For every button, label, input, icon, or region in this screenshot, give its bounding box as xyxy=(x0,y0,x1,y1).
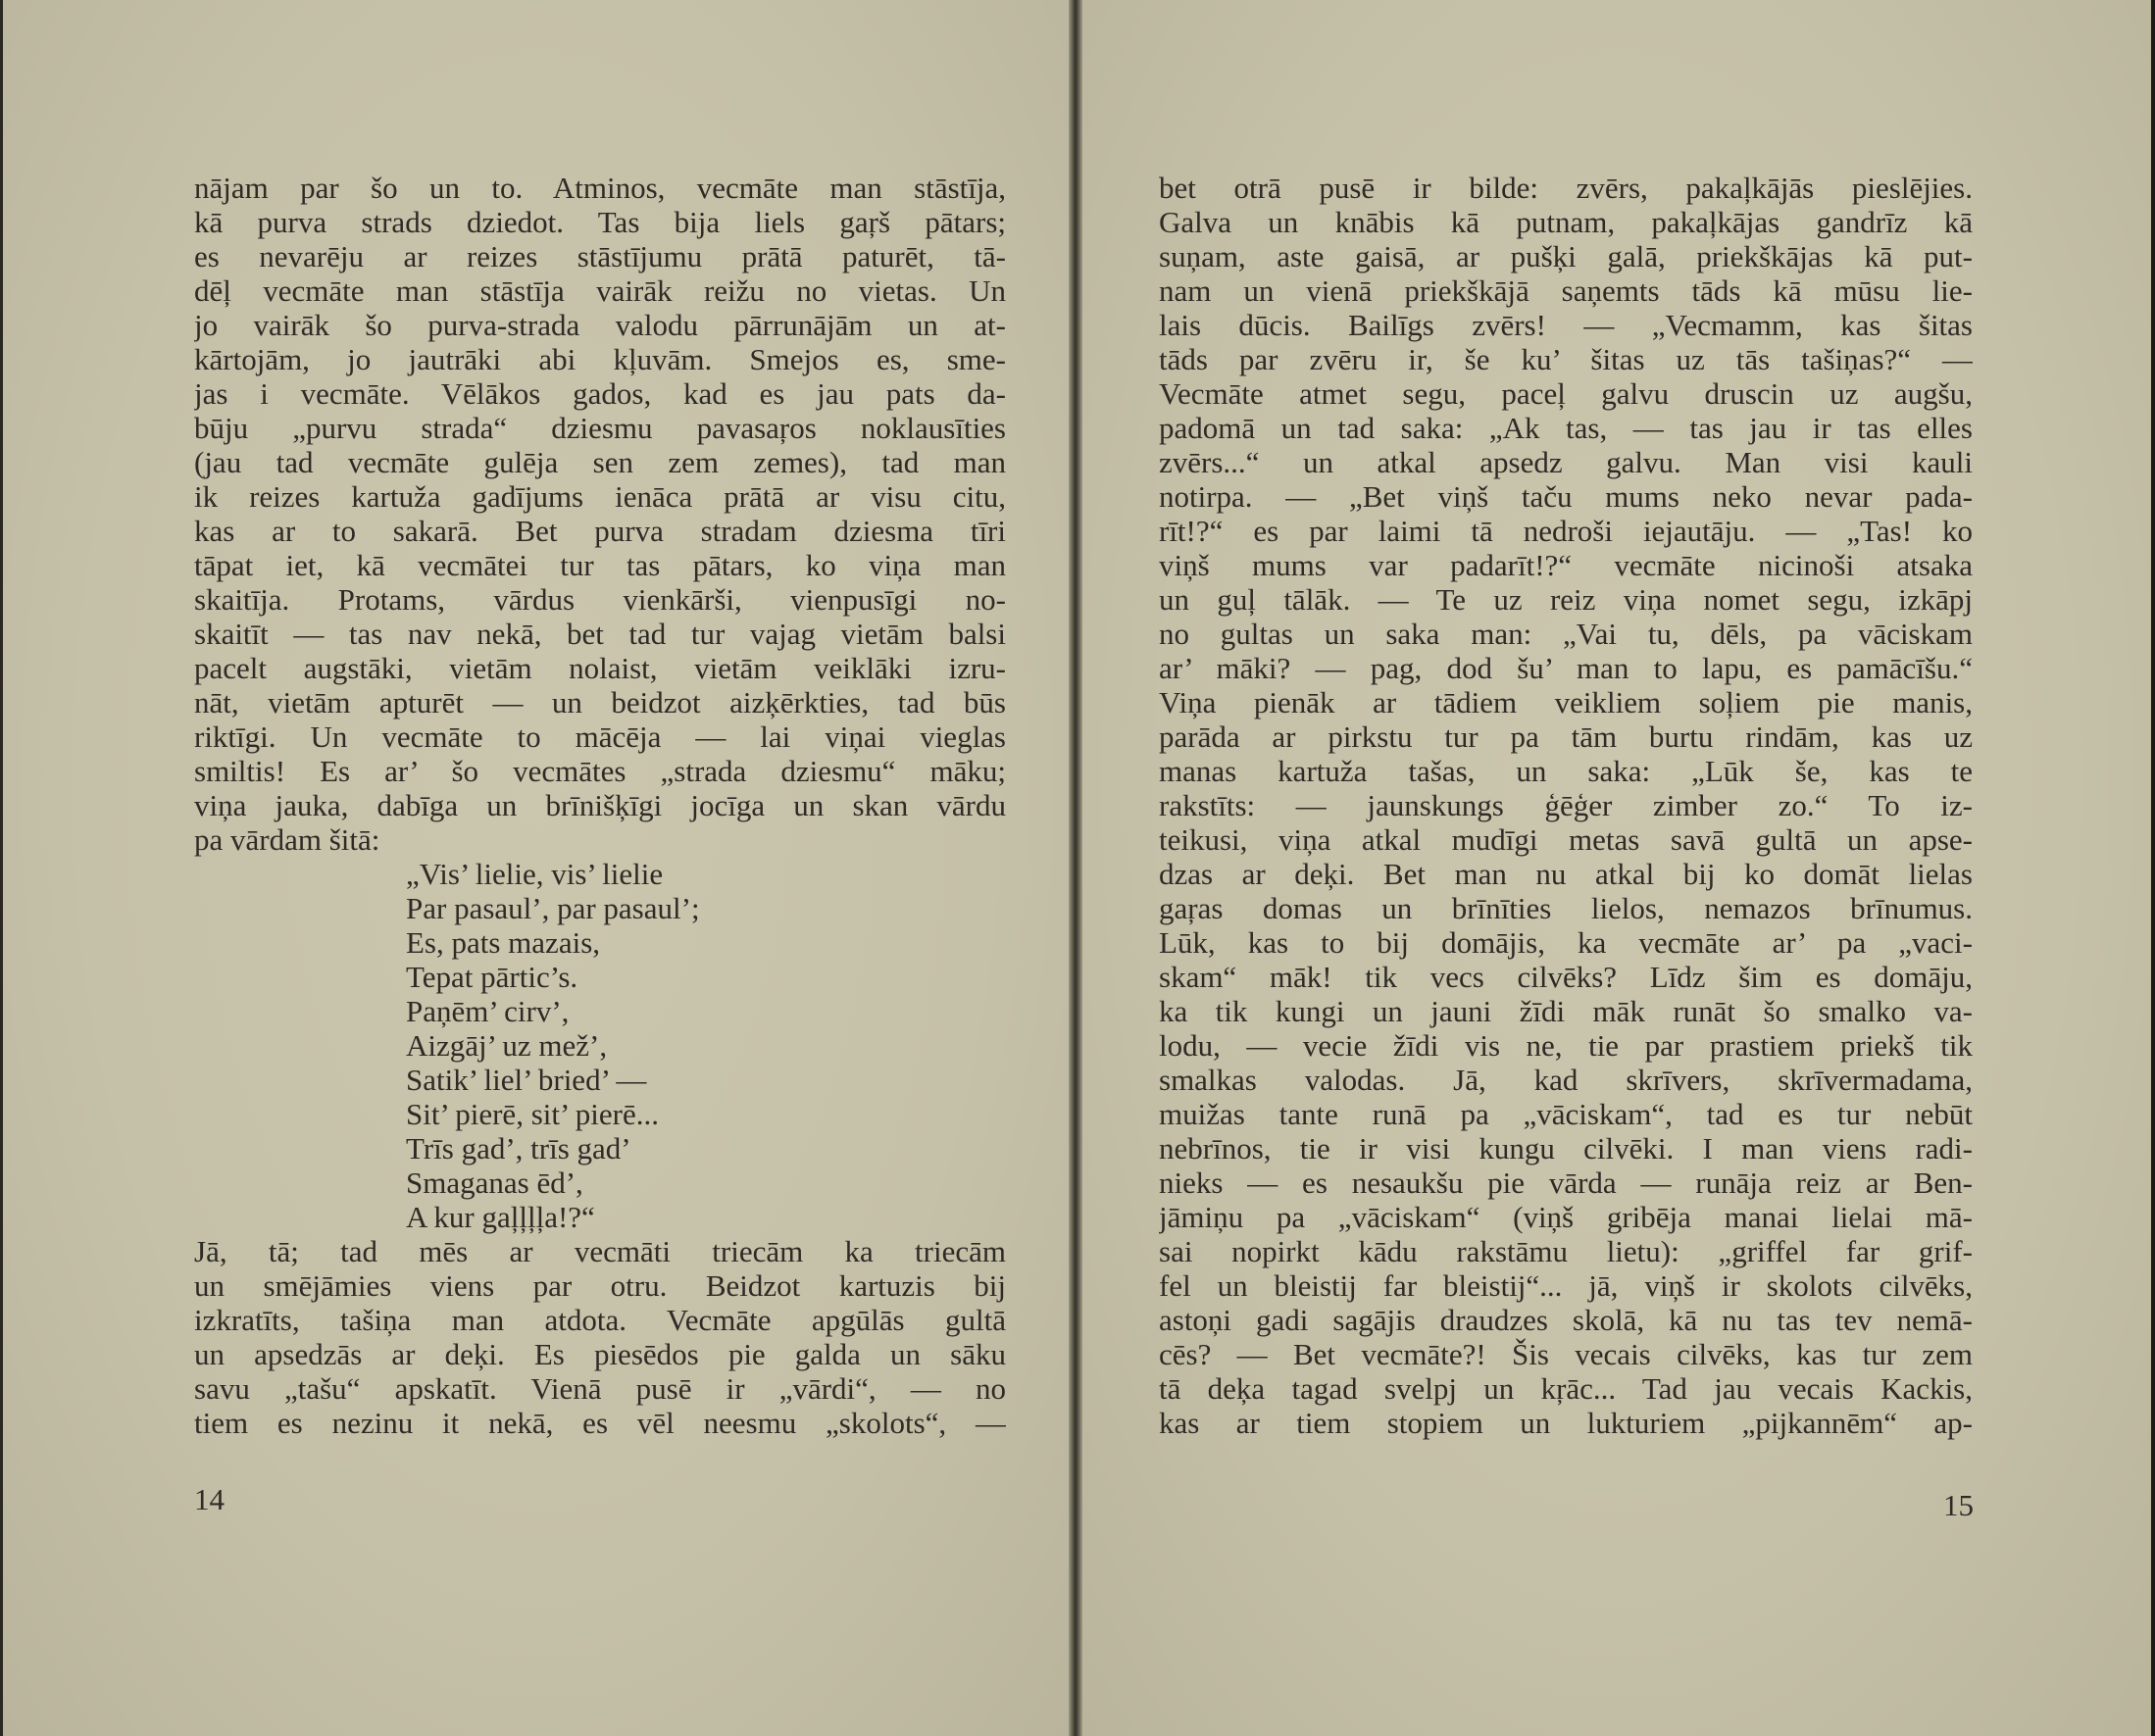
text-line: kārtojām, jo jautrāki abi kļuvām. Smejos es, sme- xyxy=(194,342,1006,376)
text-line: Galva un knābis kā putnam, pakaļkājas gandrīz kā xyxy=(1159,205,1973,239)
text-line: savu „tašu“ apskatīt. Vienā pusē ir „vārdi“, — no xyxy=(194,1371,1006,1406)
text-line: tāds par zvēru ir, še ku’ šitas uz tās tašiņas?“ — xyxy=(1159,342,1973,376)
verse-line: Sit’ pierē, sit’ pierē... xyxy=(406,1097,659,1131)
text-line: nāt, vietām apturēt — un beidzot aizķērkties, tad būs xyxy=(194,685,1006,719)
text-line: ar’ māki? — pag, dod šu’ man to lapu, es pamācīšu.“ xyxy=(1159,651,1973,685)
book-gutter xyxy=(1069,0,1082,1736)
verse-line: Par pasaul’, par pasaul’; xyxy=(406,891,700,925)
text-line: tā deķa tagad svelpj un kŗāc... Tad jau vecais Kackis, xyxy=(1159,1371,1973,1406)
text-line: smiltis! Es ar’ šo vecmātes „strada dziesmu“ māku; xyxy=(194,754,1006,788)
text-line: lais dūcis. Bailīgs zvērs! — „Vecmamm, kas šitas xyxy=(1159,308,1973,342)
text-line: rīt!?“ es par laimi tā nedroši iejautāju. — „Tas! ko xyxy=(1159,514,1973,548)
text-line: no gultas un saka man: „Vai tu, dēls, pa vāciskam xyxy=(1159,617,1973,651)
right-page xyxy=(1080,0,2155,1736)
text-line: skaitīt — tas nav nekā, bet tad tur vajag vietām balsi xyxy=(194,617,1006,651)
text-line: cēs? — Bet vecmāte?! Šis vecais cilvēks, kas tur zem xyxy=(1159,1337,1973,1371)
page-number-right: 15 xyxy=(1943,1488,1974,1522)
text-line: jāmiņu pa „vāciskam“ (viņš gribēja manai lielai mā- xyxy=(1159,1200,1973,1234)
text-line: nebrīnos, tie ir visi kungu cilvēki. I man viens radi- xyxy=(1159,1131,1973,1166)
verse-line: Es, pats mazais, xyxy=(406,925,601,960)
text-line: viņš mums var padarīt!?“ vecmāte nicinoši atsaka xyxy=(1159,548,1973,582)
text-line: padomā un tad saka: „Ak tas, — tas jau ir tas elles xyxy=(1159,411,1973,445)
text-line: manas kartuža tašas, un saka: „Lūk še, kas te xyxy=(1159,754,1973,788)
text-line: es nevarēju ar reizes stāstījumu prātā paturēt, tā- xyxy=(194,239,1006,273)
text-line: teikusi, viņa atkal mudīgi metas savā gultā un apse- xyxy=(1159,822,1973,857)
text-line: nājam par šo un to. Atminos, vecmāte man stāstīja, xyxy=(194,171,1006,205)
verse-line: „Vis’ lielie, vis’ lielie xyxy=(406,857,664,891)
text-line: tāpat iet, kā vecmātei tur tas pātars, ko viņa man xyxy=(194,548,1006,582)
left-page xyxy=(0,0,1075,1736)
text-line: parāda ar pirkstu tur pa tām burtu rindām, kas uz xyxy=(1159,719,1973,754)
text-line: un smējāmies viens par otru. Beidzot kartuzis bij xyxy=(194,1268,1006,1303)
text-line: nam un vienā priekškājā saņemts tāds kā mūsu lie- xyxy=(1159,273,1973,308)
text-line: pa vārdam šitā: xyxy=(194,822,380,857)
page-number-left: 14 xyxy=(194,1482,225,1516)
text-line: fel un bleistij far bleistij“... jā, viņš ir skolots cilvēks, xyxy=(1159,1268,1973,1303)
text-line: suņam, aste gaisā, ar pušķi galā, priekškājas kā put- xyxy=(1159,239,1973,273)
text-line: dēļ vecmāte man stāstīja vairāk reižu no vietas. Un xyxy=(194,273,1006,308)
text-line: nieks — es nesaukšu pie vārda — runāja reiz ar Ben- xyxy=(1159,1166,1973,1200)
verse-line: Paņēm’ cirv’, xyxy=(406,994,570,1028)
right-page-text xyxy=(1159,171,1973,1440)
text-line: muižas tante runā pa „vāciskam“, tad es tur nebūt xyxy=(1159,1097,1973,1131)
text-line: ik reizes kartuža gadījums ienāca prātā ar visu citu, xyxy=(194,479,1006,514)
text-line: rakstīts: — jaunskungs ģēģer zimber zo.“ To iz- xyxy=(1159,788,1973,822)
left-page-text xyxy=(194,171,1006,1440)
text-line: kā purva strads dziedot. Tas bija liels gaŗš pātars; xyxy=(194,205,1006,239)
text-line: kas ar to sakarā. Bet purva stradam dziesma tīri xyxy=(194,514,1006,548)
text-line: Vecmāte atmet segu, paceļ galvu druscin uz augšu, xyxy=(1159,376,1973,411)
text-line: pacelt augstāki, vietām nolaist, vietām veiklāki izru- xyxy=(194,651,1006,685)
text-line: smalkas valodas. Jā, kad skrīvers, skrīvermadama, xyxy=(1159,1063,1973,1097)
text-line: jas i vecmāte. Vēlākos gados, kad es jau pats da- xyxy=(194,376,1006,411)
verse-line: Smaganas ēd’, xyxy=(406,1166,583,1200)
text-line: zvērs...“ un atkal apsedz galvu. Man visi kauli xyxy=(1159,445,1973,479)
text-line: skaitīja. Protams, vārdus vienkārši, vienpusīgi no- xyxy=(194,582,1006,617)
text-line: jo vairāk šo purva-strada valodu pārrunājām un at- xyxy=(194,308,1006,342)
text-line: tiem es nezinu it nekā, es vēl neesmu „skolots“, — xyxy=(194,1406,1006,1440)
verse-line: A kur gaļļļļa!?“ xyxy=(406,1200,595,1234)
text-line: notirpa. — „Bet viņš taču mums neko nevar pada- xyxy=(1159,479,1973,514)
text-line: riktīgi. Un vecmāte to mācēja — lai viņai vieglas xyxy=(194,719,1006,754)
text-line: izkratīts, tašiņa man atdota. Vecmāte apgūlās gultā xyxy=(194,1303,1006,1337)
page-edge-right xyxy=(2151,0,2155,1736)
verse-line: Satik’ liel’ bried’ — xyxy=(406,1063,647,1097)
text-line: un apsedzās ar deķi. Es piesēdos pie galda un sāku xyxy=(194,1337,1006,1371)
verse-line: Tepat pārtic’s. xyxy=(406,960,578,994)
verse-line: Aizgāj’ uz mež’, xyxy=(406,1028,608,1063)
text-line: un guļ tālāk. — Te uz reiz viņa nomet segu, izkāpj xyxy=(1159,582,1973,617)
text-line: dzas ar deķi. Bet man nu atkal bij ko domāt lielas xyxy=(1159,857,1973,891)
text-line: astoņi gadi sagājis draudzes skolā, kā nu tas tev nemā- xyxy=(1159,1303,1973,1337)
text-line: sai nopirkt kādu rakstāmu lietu): „griffel far grif- xyxy=(1159,1234,1973,1268)
text-line: (jau tad vecmāte gulēja sen zem zemes), tad man xyxy=(194,445,1006,479)
verse-line: Trīs gad’, trīs gad’ xyxy=(406,1131,631,1166)
text-line: skam“ māk! tik vecs cilvēks? Līdz šim es domāju, xyxy=(1159,960,1973,994)
text-line: bet otrā pusē ir bilde: zvērs, pakaļkājās pieslējies. xyxy=(1159,171,1973,205)
text-line: Jā, tā; tad mēs ar vecmāti triecām ka triecām xyxy=(194,1234,1006,1268)
text-line: Lūk, kas to bij domājis, ka vecmāte ar’ pa „vaci- xyxy=(1159,925,1973,960)
text-line: gaŗas domas un brīnīties lielos, nemazos brīnumus. xyxy=(1159,891,1973,925)
text-line: lodu, — vecie žīdi vis ne, tie par prastiem priekš tik xyxy=(1159,1028,1973,1063)
text-line: būju „purvu strada“ dziesmu pavasaŗos noklausīties xyxy=(194,411,1006,445)
text-line: ka tik kungi un jauni žīdi māk runāt šo smalko va- xyxy=(1159,994,1973,1028)
text-line: Viņa pienāk ar tādiem veikliem soļiem pie manis, xyxy=(1159,685,1973,719)
text-line: kas ar tiem stopiem un lukturiem „pijkannēm“ ap- xyxy=(1159,1406,1973,1440)
page-edge-left xyxy=(0,0,3,1736)
text-line: viņa jauka, dabīga un brīnišķīgi jocīga un skan vārdu xyxy=(194,788,1006,822)
